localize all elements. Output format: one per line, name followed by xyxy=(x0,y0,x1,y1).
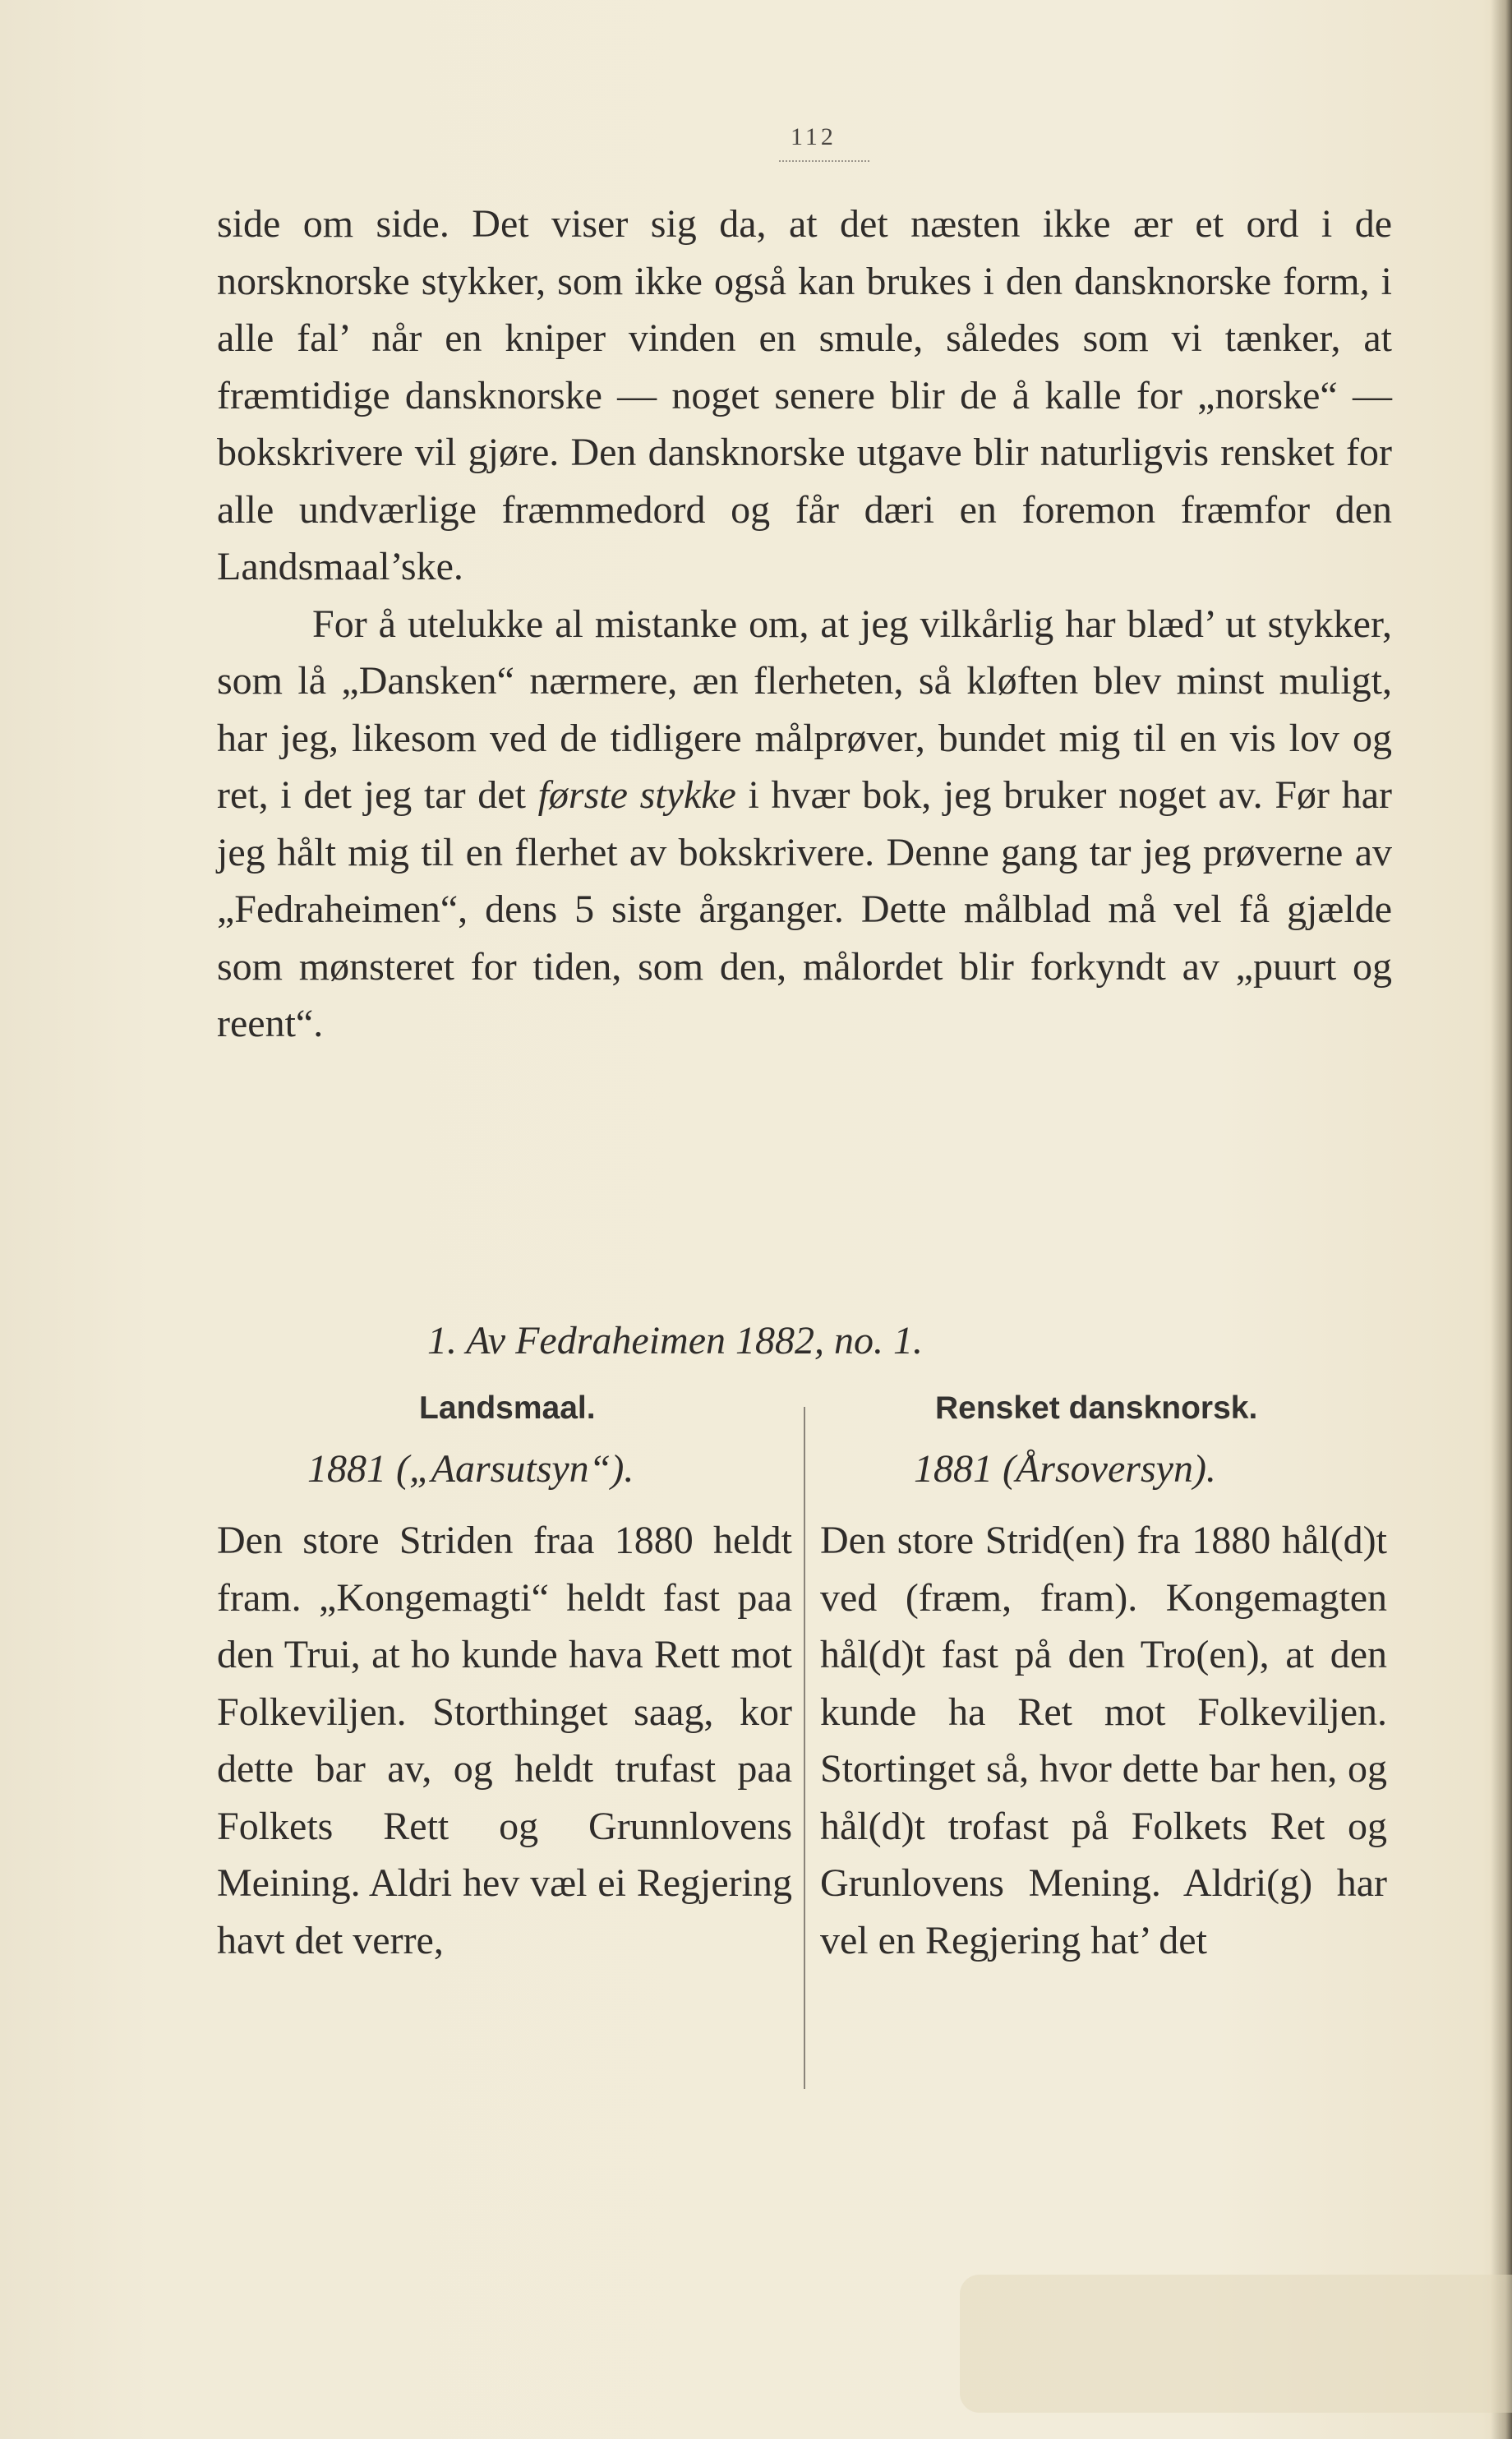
paper-stain xyxy=(960,2275,1512,2413)
page-edge-shadow xyxy=(1491,0,1512,2439)
right-column-subheader: 1881 (Årsoversyn). xyxy=(914,1447,1216,1491)
paragraph-2-text-b: i hvær bok, jeg bruker noget av. Før har jeg hålt mig til en flerhet av bokskrivere. Denne gang tar jeg prøverne av „Fedraheimen“, dens 5 siste årganger. Dette målblad må vel få gjælde som mønsteret for tiden, som den, målordet blir forkyndt av „puurt og reent“. xyxy=(217,773,1392,1045)
paragraph-2 xyxy=(217,596,1392,1053)
page-number: 112 xyxy=(791,123,837,150)
right-column-text xyxy=(820,1512,1387,1969)
page-number-rule xyxy=(779,160,869,162)
left-column-subheader: 1881 („Aarsutsyn“). xyxy=(307,1447,634,1491)
left-column-text xyxy=(217,1512,792,1969)
paragraph-1: side om side. Det viser sig da, at det næsten ikke ær et ord i de norsknorske stykker, som ikke også kan brukes i den dansknorske form, i alle fal’ når en kniper vinden en smule, således som vi tænker, at fræmtidige dansknorske — noget senere blir de å kalle for „norske“ — bokskrivere vil gjøre. Den dansknorske utgave blir naturligvis rensket for alle undværlige fræmmedord og får dæri en foremon fræmfor den Landsmaal’ske. xyxy=(217,202,1392,588)
section-heading: 1. Av Fedraheimen 1882, no. 1. xyxy=(427,1319,924,1362)
column-divider xyxy=(804,1407,805,2089)
paragraph-2-italic: første stykke xyxy=(537,773,736,817)
paragraph-2-text-a: For å utelukke al mistanke om, at jeg vilkårlig har blæd’ ut stykker, som lå „Dansken“ nærmere, æn flerheten, så kløften blev minst muligt, har jeg, likesom ved de tidligere målprøver, bundet mig til en vis lov og ret, i det jeg tar det xyxy=(217,602,1392,817)
left-column-paragraph: Den store Striden fraa 1880 heldt fram. „Kongemagti“ heldt fast paa den Trui, at ho kunde hava Rett mot Folkeviljen. Storthinget saag, kor dette bar av, og heldt trufast paa Folkets Rett og Grunnlovens Meining. Aldri hev væl ei Regjering havt det verre, xyxy=(217,1519,792,1962)
body-text xyxy=(217,196,1392,1053)
left-column-header: Landsmaal. xyxy=(419,1390,596,1426)
right-column-paragraph: Den store Strid(en) fra 1880 hål(d)t ved (fræm, fram). Kongemagten hål(d)t fast på den Tro(en), at den kunde ha Ret mot Folkeviljen. Stortinget så, hvor dette bar hen, og hål(d)t trofast på Folkets Ret og Grunlovens Mening. Aldri(g) har vel en Regjering hat’ det xyxy=(820,1519,1387,1962)
right-column-header: Rensket dansknorsk. xyxy=(935,1390,1258,1426)
